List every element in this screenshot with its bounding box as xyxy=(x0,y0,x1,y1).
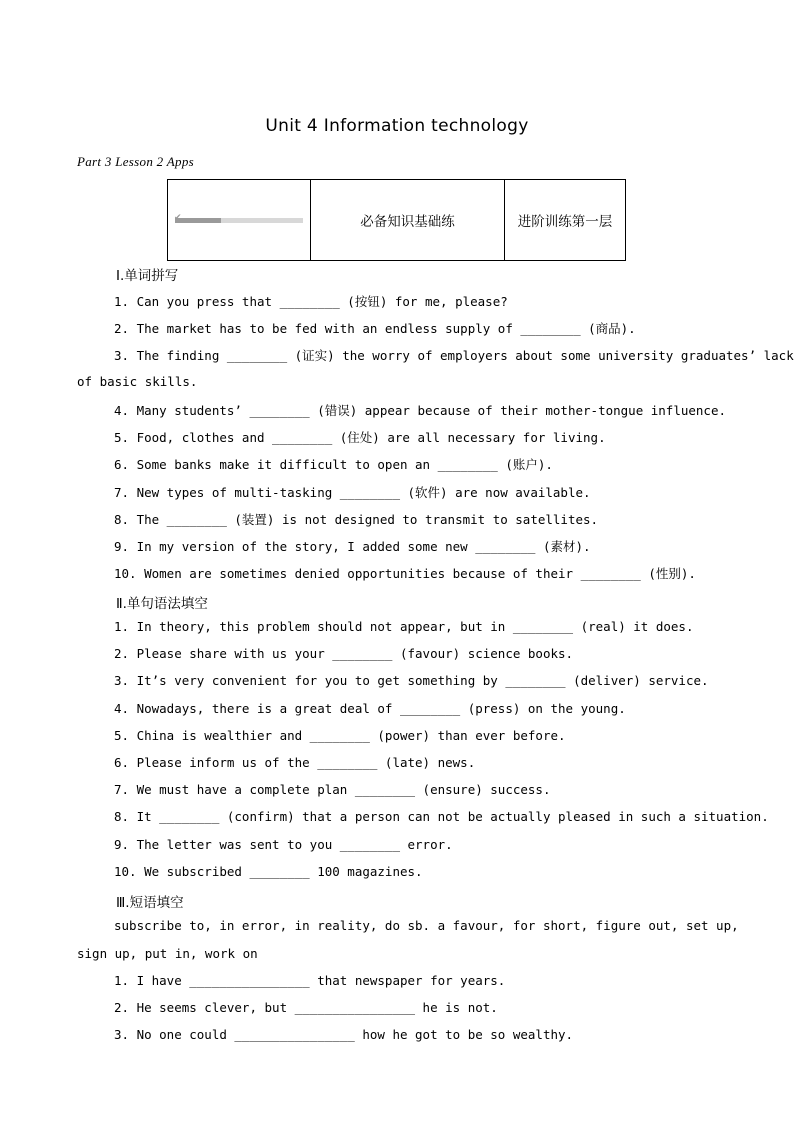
exercise-item: 7. We must have a complete plan ________ (ensure) success. xyxy=(114,782,551,797)
phrase-bank-line: subscribe to, in error, in reality, do sb. a favour, for short, figure out, set up, xyxy=(114,918,739,933)
exercise-item: 3. It’s very convenient for you to get something by ________ (deliver) service. xyxy=(114,673,709,688)
section-heading-spelling: Ⅰ.单词拼写 xyxy=(116,268,179,284)
exercise-item: 6. Please inform us of the ________ (late) news. xyxy=(114,755,476,770)
exercise-item: 8. It ________ (confirm) that a person can not be actually pleased in such a situation. xyxy=(114,809,769,824)
exercise-item: 4. Many students’ ________ (错误) appear because of their mother-tongue influence. xyxy=(114,403,726,418)
basic-practice-label: 必备知识基础练 xyxy=(311,180,505,260)
exercise-item: 9. The letter was sent to you ________ error. xyxy=(114,837,453,852)
exercise-item: 9. In my version of the story, I added some new ________ (素材). xyxy=(114,539,591,554)
phrase-bank-line: sign up, put in, work on xyxy=(77,946,258,961)
progress-bar xyxy=(174,212,303,223)
advanced-practice-label: 进阶训练第一层 xyxy=(517,214,613,230)
lesson-subtitle: Part 3 Lesson 2 Apps xyxy=(77,154,194,169)
header-table xyxy=(167,179,626,261)
exercise-item: 1. In theory, this problem should not appear, but in ________ (real) it does. xyxy=(114,619,694,634)
exercise-item: 5. Food, clothes and ________ (住处) are all necessary for living. xyxy=(114,430,606,445)
progress-bar-fill xyxy=(175,218,221,223)
progress-cell xyxy=(168,180,311,260)
exercise-item: 8. The ________ (装置) is not designed to transmit to satellites. xyxy=(114,512,599,527)
exercise-item-continuation: of basic skills. xyxy=(77,374,198,389)
section-heading-grammar: Ⅱ.单句语法填空 xyxy=(116,596,208,612)
exercise-item: 10. Women are sometimes denied opportunities because of their ________ (性别). xyxy=(114,566,696,581)
section-heading-phrases: Ⅲ.短语填空 xyxy=(116,895,184,911)
check-icon: ✔ xyxy=(174,212,182,223)
exercise-item: 6. Some banks make it difficult to open an ________ (账户). xyxy=(114,457,553,472)
exercise-item: 2. He seems clever, but ________________ he is not. xyxy=(114,1000,498,1015)
exercise-item: 3. The finding ________ (证实) the worry of employers about some university graduates’ lack xyxy=(114,348,794,363)
exercise-item: 2. Please share with us your ________ (favour) science books. xyxy=(114,646,574,661)
exercise-item: 1. Can you press that ________ (按钮) for me, please? xyxy=(114,294,508,309)
exercise-item: 7. New types of multi-tasking ________ (软件) are now available. xyxy=(114,485,591,500)
exercise-item: 1. I have ________________ that newspaper for years. xyxy=(114,973,506,988)
exercise-item: 3. No one could ________________ how he got to be so wealthy. xyxy=(114,1027,574,1042)
exercise-item: 10. We subscribed ________ 100 magazines. xyxy=(114,864,423,879)
exercise-item: 2. The market has to be fed with an endless supply of ________ (商品). xyxy=(114,321,636,336)
exercise-item: 5. China is wealthier and ________ (power) than ever before. xyxy=(114,728,566,743)
exercise-item: 4. Nowadays, there is a great deal of ________ (press) on the young. xyxy=(114,701,626,716)
page-title: Unit 4 Information technology xyxy=(265,116,529,136)
